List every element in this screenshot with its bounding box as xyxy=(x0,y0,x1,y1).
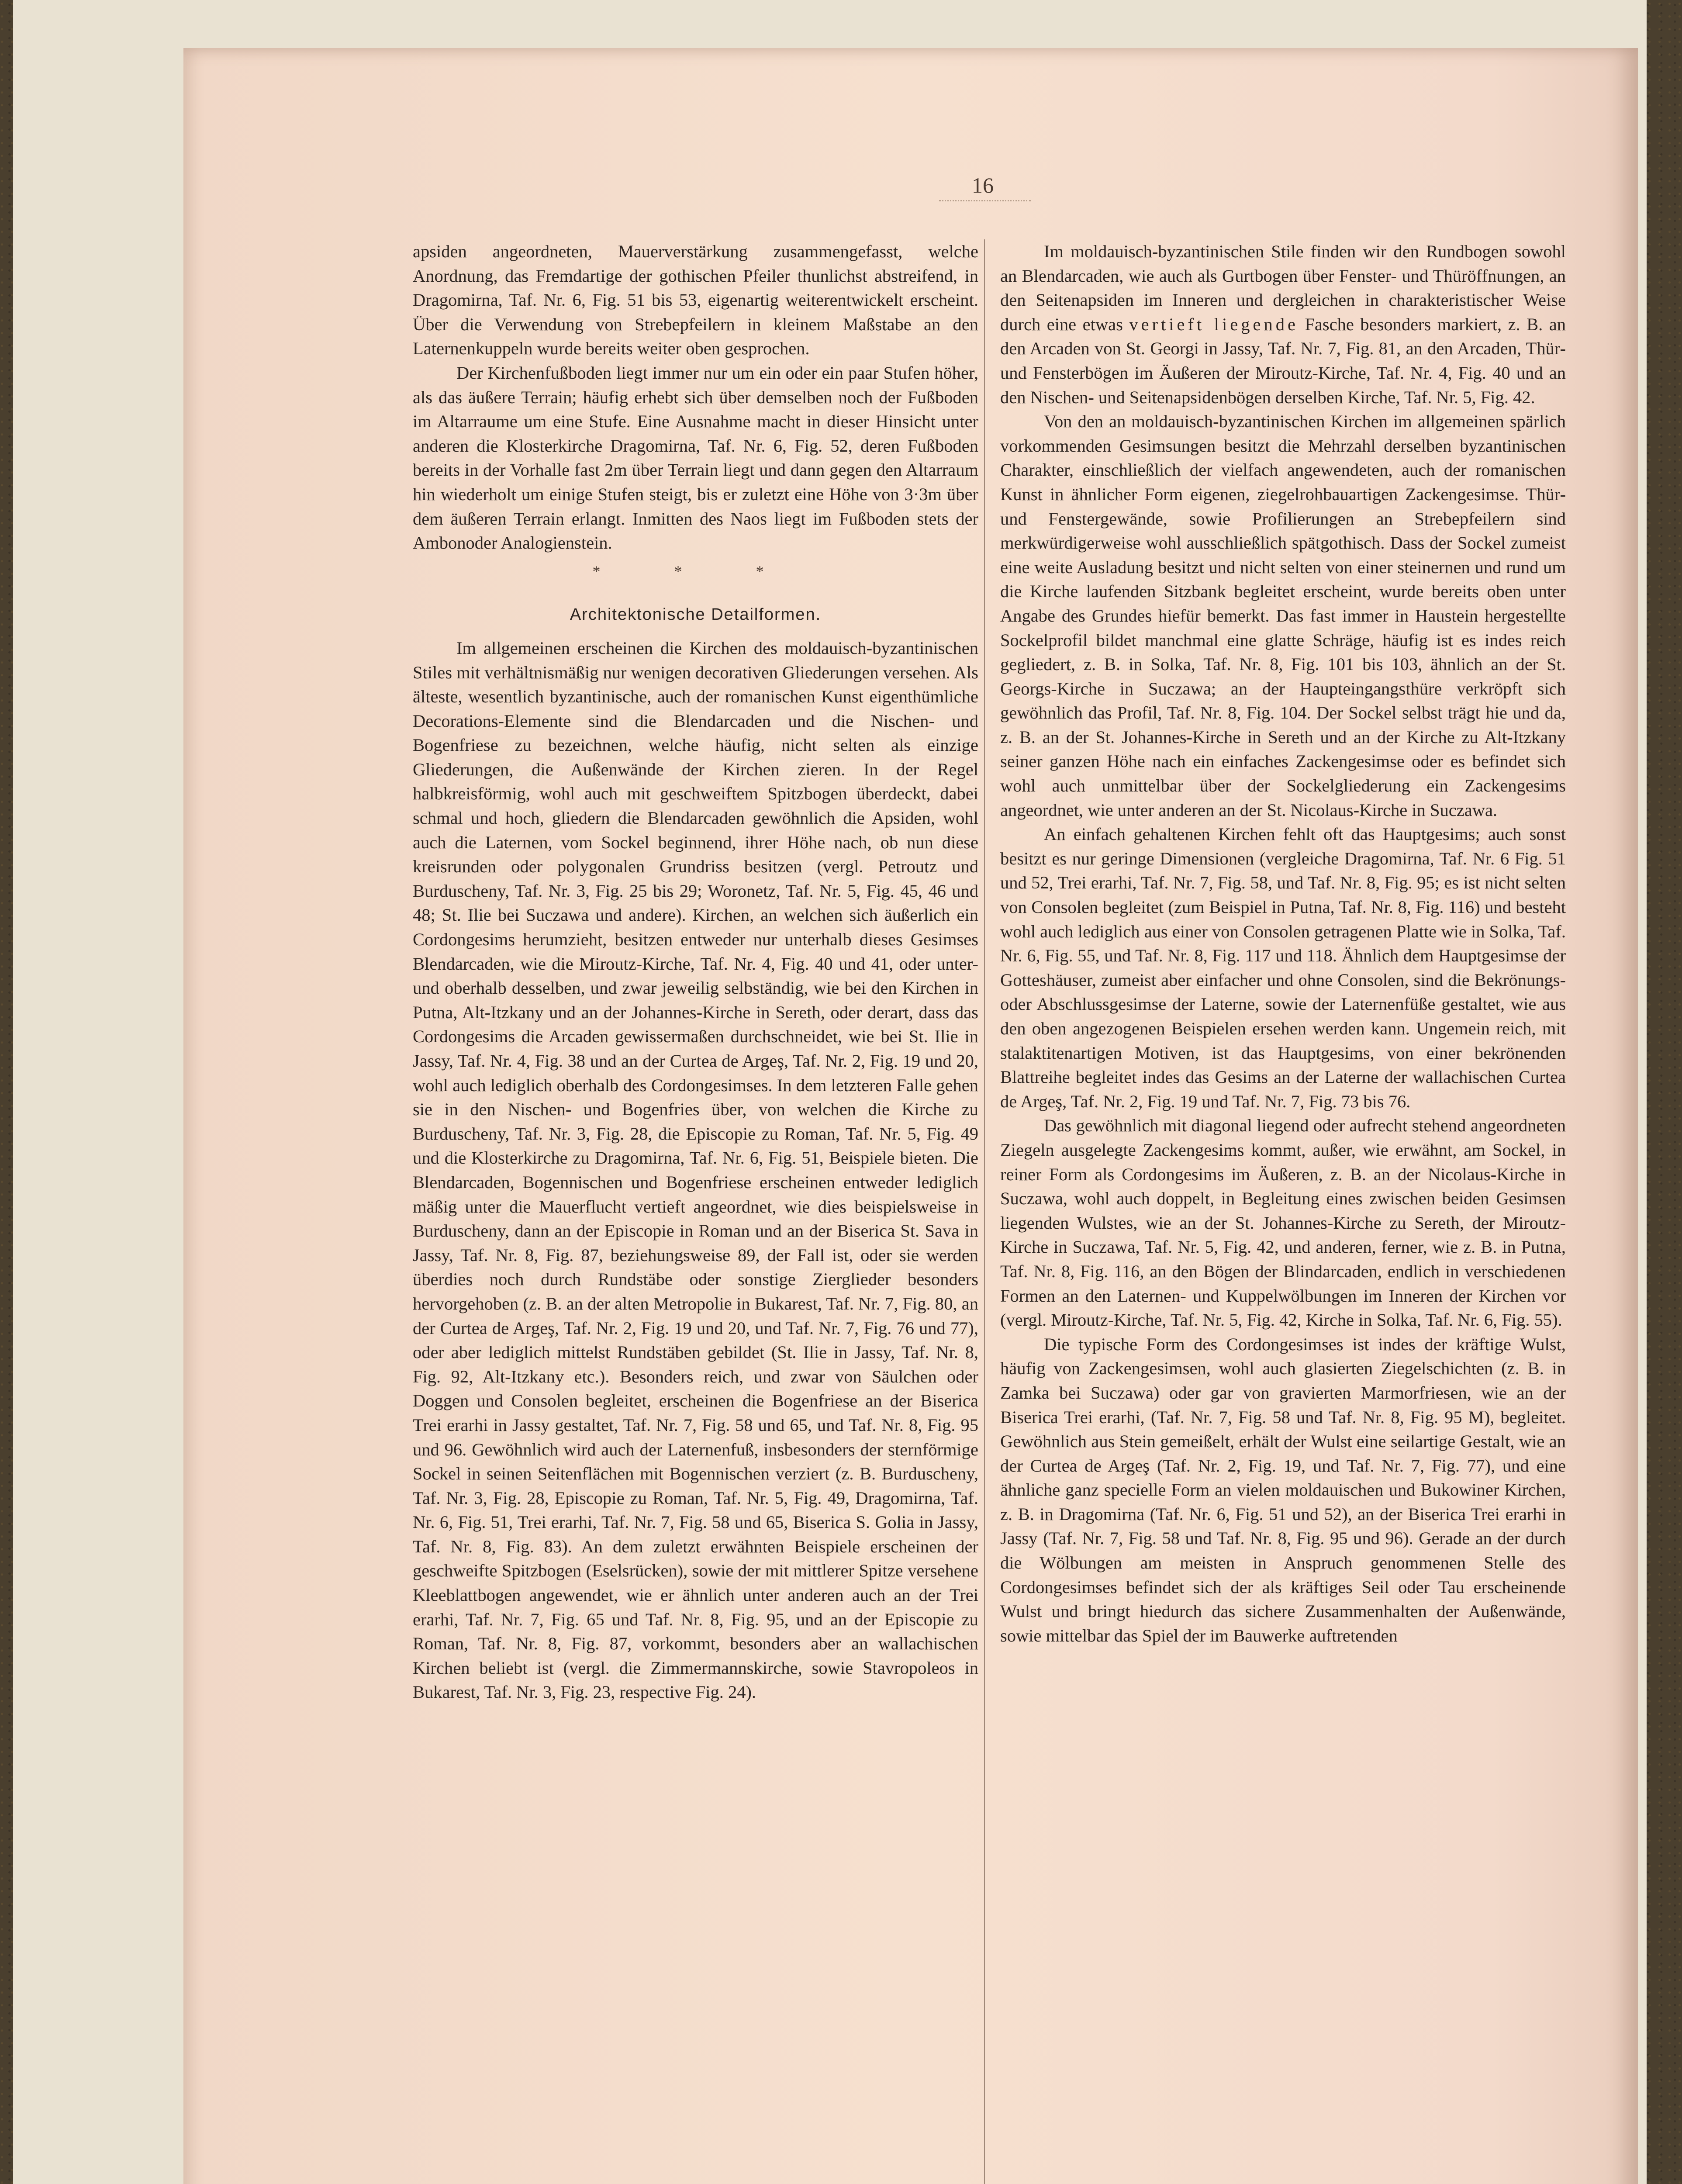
left-column xyxy=(413,239,978,1704)
right-column xyxy=(1000,239,1566,1648)
emphasized-text: vertieft liegende xyxy=(1129,314,1299,334)
paragraph: Von den an moldauisch-byzantinischen Kirchen im allgemeinen spärlich vorkommenden Gesimsungen besitzt die Mehrzahl derselben byzantinischen Charakter, einschließlich der vielfach angewendeten, auch der romanischen Kunst in ähnlicher Form eigenen, ziegelrohbauartigen Zackengesimse. Thür- und Fenstergewände, sowie Profilierungen an Strebepfeilern sind merkwürdigerweise wohl ausschließlich spätgothisch. Dass der Sockel zumeist eine weite Ausladung besitzt und nicht selten von einer steinernen und rund um die Kirche laufenden Sitzbank begleitet erscheint, wurde bereits oben unter Angabe des Grundes hiefür bemerkt. Das fast immer in Haustein hergestellte Sockelprofil bildet manchmal eine glatte Schräge, häufig ist es indes reich gegliedert, z. B. in Solka, Taf. Nr. 8, Fig. 101 bis 103, ähnlich an der St. Georgs-Kirche in Suczawa; an der Haupteingangsthüre verkröpft sich gewöhnlich das Profil, Taf. Nr. 8, Fig. 104. Der Sockel selbst trägt hie und da, z. B. an der St. Johannes-Kirche in Sereth und an der Kirche zu Alt-Itzkany seiner ganzen Höhe nach ein einfaches Zackengesimse oder es befindet sich wohl auch unmittelbar über der Sockelgliederung ein Zackengesims angeordnet, wie unter anderen an der St. Nicolaus-Kirche in Suczawa. xyxy=(1000,411,1566,820)
paragraph: Die typische Form des Cordongesimses ist indes der kräftige Wulst, häufig von Zackengesimsen, wohl auch glasierten Ziegelschichten (z. B. in Zamka bei Suczawa) oder gar von gravierten Marmorfriesen, wie an der Biserica Trei erarhi, (Taf. Nr. 7, Fig. 58 und Taf. Nr. 8, Fig. 95 M), begleitet. Gewöhnlich aus Stein gemeißelt, erhält der Wulst eine seilartige Gestalt, wie an der Curtea de Argeş (Taf. Nr. 2, Fig. 19, und Taf. Nr. 7, Fig. 77), und eine ähnliche ganz specielle Form an vielen moldauischen und Bukowiner Kirchen, z. B. in Dragomirna (Taf. Nr. 6, Fig. 51 und 52), an der Biserica Trei erarhi in Jassy (Taf. Nr. 7, Fig. 58 und Taf. Nr. 8, Fig. 95 und 96). Gerade an der durch die Wölbungen am meisten in Anspruch genommenen Stelle des Cordongesimses befindet sich der als kräftiges Seil oder Tau erscheinende Wulst und bringt hiedurch das sichere Zusammenhalten der Außenwände, sowie mittelbar das Spiel der im Bauwerke auftretenden xyxy=(1000,1334,1566,1645)
paragraph: Der Kirchenfußboden liegt immer nur um ein oder ein paar Stufen höher, als das äußere Terrain; häufig erhebt sich über demselben noch der Fußboden im Altarraume um eine Stufe. Eine Ausnahme macht in dieser Hinsicht unter anderen die Klosterkirche Dragomirna, Taf. Nr. 6, Fig. 52, deren Fußboden bereits in der Vorhalle fast 2m über Terrain liegt und dann gegen den Altarraum hin wiederholt um einige Stufen steigt, bis er zuletzt eine Höhe von 3·3m über dem äußeren Terrain erlangt. Inmitten des Naos liegt im Fußboden stets der Ambonoder Analogienstein. xyxy=(413,363,978,553)
page-number: 16 xyxy=(972,173,994,197)
page-number-ornament xyxy=(939,200,1031,201)
paragraph: apsiden angeordneten, Mauerverstärkung zusammengefasst, welche Anordnung, das Fremdartige der gothischen Pfeiler thunlichst abstreifend, in Dragomirna, Taf. Nr. 6, Fig. 51 bis 53, eigenartig weiterentwickelt erscheint. Über die Verwendung von Strebepfeilern in kleinem Maßstabe an den Laternenkuppeln wurde bereits weiter oben gesprochen. xyxy=(413,242,978,359)
paragraph-text: Im moldauisch-byzantinischen Stile finden wir den Rundbogen sowohl an Blendarcaden, wie auch als Gurtbogen über Fenster- und Thüröffnungen, an den Seitenapsiden im Inneren und dergleichen in charakteristischer Weise durch eine etwas xyxy=(1000,242,1566,334)
section-asterism: * * * xyxy=(592,562,799,580)
paragraph: Im allgemeinen erscheinen die Kirchen des moldauisch-byzantinischen Stiles mit verhältnismäßig nur wenigen decorativen Gliederungen versehen. Als älteste, wesentlich byzantinische, auch der romanischen Kunst eigenthümliche Decorations-Elemente sind die Blendarcaden und die Nischen- und Bogenfriese zu bezeichnen, welche häufig, nicht selten als einzige Gliederungen, die Außenwände der Kirchen zieren. In der Regel halbkreisförmig, wohl auch mit geschweiftem Spitzbogen überdeckt, dabei schmal und hoch, gliedern die Blendarcaden gewöhnlich die Apsiden, wohl auch die Laternen, vom Sockel beginnend, ihrer Höhe nach, ob nun diese kreisrunden oder polygonalen Grundriss besitzen (vergl. Petroutz und Burduscheny, Taf. Nr. 3, Fig. 25 bis 29; Woronetz, Taf. Nr. 5, Fig. 45, 46 und 48; St. Ilie bei Suczawa und andere). Kirchen, an welchen sich äußerlich ein Cordongesims herumzieht, besitzen entweder nur unterhalb dieses Gesimses Blendarcaden, wie die Miroutz-Kirche, Taf. Nr. 4, Fig. 40 und 41, oder unter- und oberhalb desselben, und zwar jeweilig selbständig, wie bei den Kirchen in Putna, Alt-Itzkany und an der Johannes-Kirche in Sereth, oder derart, dass das Cordongesims die Arcaden gewissermaßen durchschneidet, wie bei St. Ilie in Jassy, Taf. Nr. 4, Fig. 38 und an der Curtea de Argeş, Taf. Nr. 2, Fig. 19 und 20, wohl auch lediglich oberhalb des Cordongesimses. In dem letzteren Falle gehen sie in den Nischen- und Bogenfries über, von welchen die Kirche zu Burduscheny, Taf. Nr. 3, Fig. 28, die Episcopie zu Roman, Taf. Nr. 5, Fig. 49 und die Klosterkirche zu Dragomirna, Taf. Nr. 6, Fig. 51, Beispiele bieten. Die Blendarcaden, Bogennischen und Bogenfriese erscheinen entweder lediglich mäßig unter die Mauerflucht vertieft angeordnet, wie dies beispielsweise in Burduscheny, dann an der Episcopie in Roman und an der Biserica St. Sava in Jassy, Taf. Nr. 8, Fig. 87, beziehungsweise 89, der Fall ist, oder sie werden überdies noch durch Rundstäbe oder sonstige Zierglieder besonders hervorgehoben (z. B. an der alten Metropolie in Bukarest, Taf. Nr. 7, Fig. 80, an der Curtea de Argeş, Taf. Nr. 2, Fig. 19 und 20, und Taf. Nr. 7, Fig. 76 und 77), oder aber lediglich mittelst Rundstäben gebildet (St. Ilie in Jassy, Taf. Nr. 8, Fig. 92, Alt-Itzkany etc.). Besonders reich, und zwar von Säulchen oder Doggen und Consolen begleitet, erscheinen die Bogenfriese an der Biserica Trei erarhi in Jassy gestaltet, Taf. Nr. 7, Fig. 58 und 65, und Taf. Nr. 8, Fig. 95 und 96. Gewöhnlich wird auch der Laternenfuß, insbesonders der sternförmige Sockel in seinen Seitenflächen mit Bogennischen verziert (z. B. Burduscheny, Taf. Nr. 3, Fig. 28, Episcopie zu Roman, Taf. Nr. 5, Fig. 49, Dragomirna, Taf. Nr. 6, Fig. 51, Trei erarhi, Taf. Nr. 7, Fig. 58 und 65, Biserica S. Golia in Jassy, Taf. Nr. 8, Fig. 83). An dem zuletzt erwähnten Beispiele erscheinen der geschweifte Spitzbogen (Eselsrücken), sowie der mit mittlerer Spitze versehene Kleeblattbogen angewendet, wie er ähnlich unter anderen auch an der Trei erarhi, Taf. Nr. 7, Fig. 65 und Taf. Nr. 8, Fig. 95, und an der Episcopie zu Roman, Taf. Nr. 8, Fig. 87, vorkommt, besonders aber an wallachischen Kirchen beliebt ist (vergl. die Zimmermannskirche, sowie Stavropoleos in Bukarest, Taf. Nr. 3, Fig. 23, respective Fig. 24). xyxy=(413,638,978,1702)
paragraph xyxy=(1000,239,1566,409)
paragraph: Das gewöhnlich mit diagonal liegend oder aufrecht stehend angeordneten Ziegeln ausgelegte Zackengesims kommt, außer, wie erwähnt, am Sockel, in reiner Form als Cordongesims im Äußeren, z. B. an der Nicolaus-Kirche in Suczawa, wohl auch doppelt, in Begleitung eines zwischen beiden Gesimsen liegenden Wulstes, wie an der St. Johannes-Kirche zu Sereth, der Miroutz-Kirche in Suczawa, Taf. Nr. 5, Fig. 42, und anderen, ferner, wie z. B. in Putna, Taf. Nr. 8, Fig. 116, an den Bögen der Blindarcaden, endlich in verschiedenen Formen an den Laternen- und Kuppelwölbungen im Inneren der Kirchen vor (vergl. Miroutz-Kirche, Taf. Nr. 5, Fig. 42, Kirche in Solka, Taf. Nr. 6, Fig. 55). xyxy=(1000,1116,1566,1330)
paragraph-text: Fasche besonders markiert, z. B. an den Arcaden von St. Georgi in Jassy, Taf. Nr. 7, Fig. 81, an den Arcaden, Thür- und Fensterbögen im Äußeren der Miroutz-Kirche, Taf. Nr. 4, Fig. 40 und an den Nischen- und Seitenapsidenbögen derselben Kirche, Taf. Nr. 5, Fig. 42. xyxy=(1000,314,1566,407)
section-heading: Architektonische Detailformen. xyxy=(570,605,822,624)
paragraph: An einfach gehaltenen Kirchen fehlt oft das Hauptgesims; auch sonst besitzt es nur geringe Dimensionen (vergleiche Dragomirna, Taf. Nr. 6 Fig. 51 und 52, Trei erarhi, Taf. Nr. 7, Fig. 58, und Taf. Nr. 8, Fig. 95; es ist nicht selten von Consolen begleitet (zum Beispiel in Putna, Taf. Nr. 8, Fig. 116) und besteht wohl auch lediglich aus einer von Consolen getragenen Platte wie in Solka, Taf. Nr. 6, Fig. 55, und Taf. Nr. 8, Fig. 117 und 118. Ähnlich dem Hauptgesimse der Gotteshäuser, zumeist aber einfacher und ohne Consolen, sind die Bekrönungs- oder Abschlussgesimse der Laterne, sowie der Laternenfüße gestaltet, wie aus den oben angezogenen Beispielen ersehen werden kann. Ungemein reich, mit stalaktitenartigen Motiven, ist das Hauptgesims, von einer bekrönenden Blattreihe begleitet indes das Gesims an der Laterne der wallachischen Curtea de Argeş, Taf. Nr. 2, Fig. 19 und Taf. Nr. 7, Fig. 73 bis 76. xyxy=(1000,824,1566,1111)
column-divider xyxy=(984,239,985,2184)
